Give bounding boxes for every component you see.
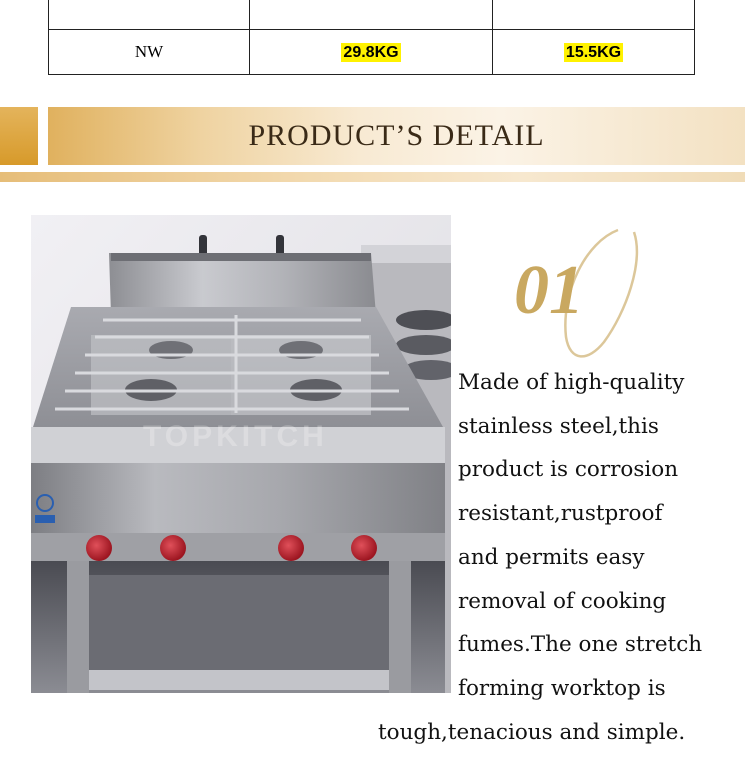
net-weight-value-1: 29.8KG <box>343 44 399 61</box>
banner-accent-block <box>0 107 38 165</box>
table-cell <box>49 0 250 30</box>
net-weight-value-2: 15.5KG <box>565 44 622 61</box>
description-line: forming worktop is <box>458 676 666 701</box>
photo-watermark: TOPKITCH <box>143 420 328 453</box>
table-cell <box>493 0 695 30</box>
table-cell <box>250 0 493 30</box>
table-cell <box>493 30 695 75</box>
description-line: tough,tenacious and simple. <box>378 720 686 745</box>
product-photo <box>31 215 451 693</box>
table-row <box>49 30 695 75</box>
feature-number: 01 <box>514 252 584 329</box>
description-line: fumes.The one stretch <box>458 632 703 657</box>
description-line: and permits easy <box>458 545 645 570</box>
table-cell <box>250 30 493 75</box>
description-line: product is corrosion <box>458 457 679 482</box>
row-label-nw: NW <box>49 30 250 75</box>
section-title: PRODUCT’S DETAIL <box>248 119 545 152</box>
spec-table <box>48 0 695 75</box>
description-line: resistant,rustproof <box>458 501 663 526</box>
description-line: removal of cooking <box>458 589 667 614</box>
table-row <box>49 0 695 30</box>
description-line: stainless steel,this <box>458 414 659 439</box>
section-banner <box>48 107 745 165</box>
banner-divider <box>0 172 745 182</box>
description-line: Made of high-quality <box>458 370 685 395</box>
